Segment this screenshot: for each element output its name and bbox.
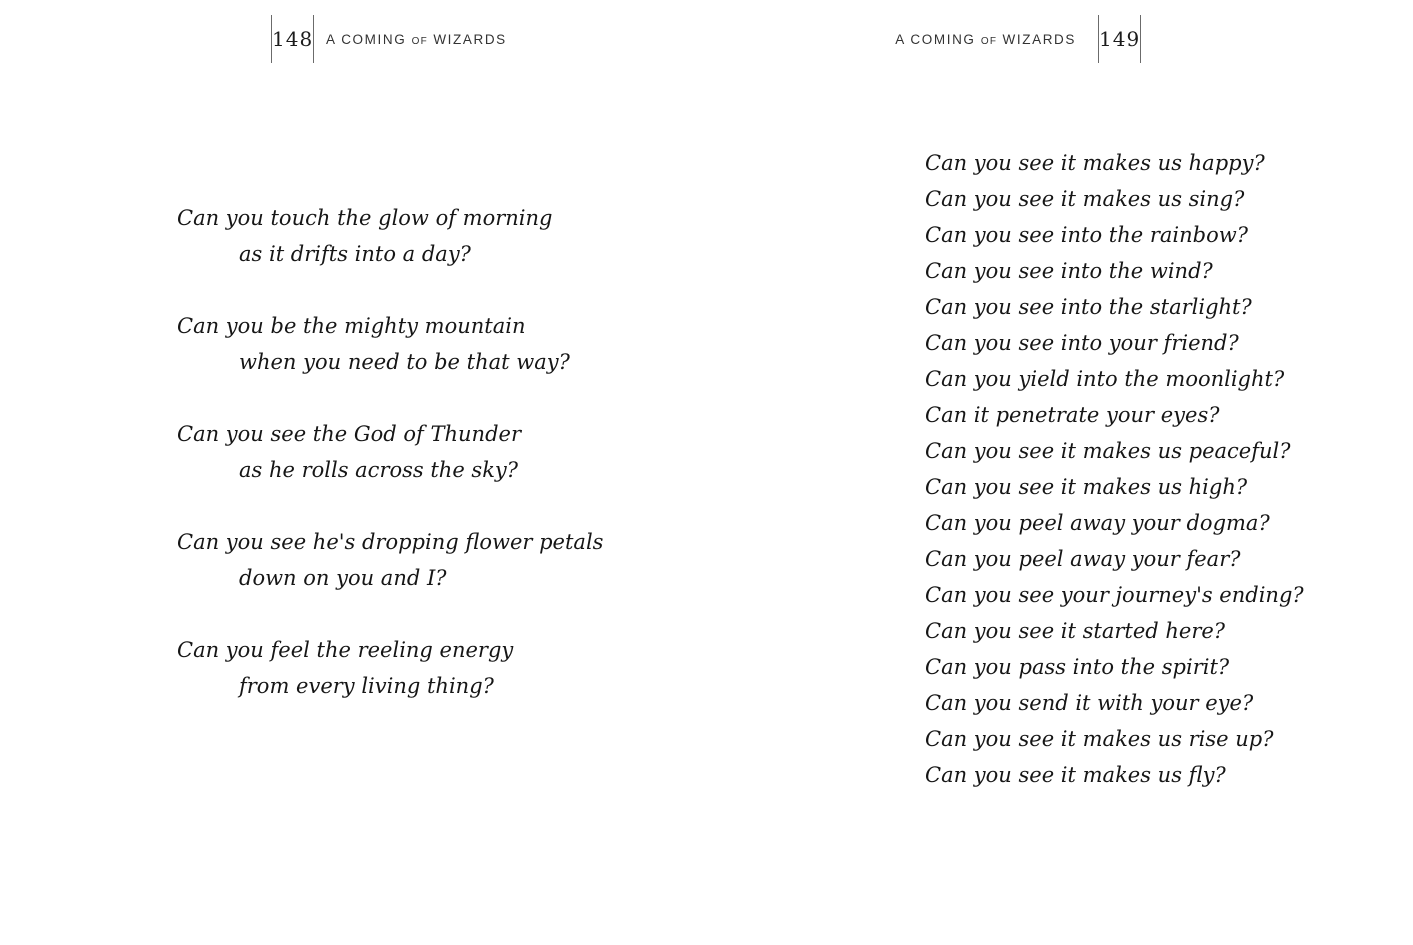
poem-line-indented: down on you and I? [239, 566, 447, 590]
poem-left-page [177, 200, 603, 740]
poem-line: Can you see it makes us sing? [925, 187, 1245, 211]
stanza [177, 416, 603, 488]
poem-line-indented: when you need to be that way? [239, 350, 570, 374]
poem-line: Can you touch the glow of morning [177, 206, 553, 230]
poem-line: Can you see it makes us happy? [925, 151, 1265, 175]
poem-line: Can you see he's dropping flower petals [177, 530, 604, 554]
poem-line: Can you see it makes us fly? [925, 763, 1226, 787]
running-head-title [895, 32, 1076, 47]
running-head-word-of: OF [980, 35, 998, 47]
poem-line-indented: from every living thing? [239, 674, 494, 698]
poem-line: Can you see the God of Thunder [177, 422, 521, 446]
poem-line: Can you see into your friend? [925, 331, 1239, 355]
stanza [177, 632, 603, 704]
poem-line: Can you see your journey's ending? [925, 583, 1304, 607]
poem-line-indented: as it drifts into a day? [239, 242, 471, 266]
running-head-left [271, 15, 507, 63]
folio-rule [1140, 15, 1141, 63]
poem-line: Can you see it makes us rise up? [925, 727, 1274, 751]
running-head-word: WIZARDS [433, 31, 507, 47]
running-head-word: WIZARDS [1002, 31, 1076, 47]
poem-line: Can you see it started here? [925, 619, 1226, 643]
poem-line: Can you see into the wind? [925, 259, 1213, 283]
running-head-right [895, 15, 1141, 63]
stanza [177, 308, 603, 380]
poem-line: Can you pass into the spirit? [925, 655, 1230, 679]
poem-line: Can you see it makes us high? [925, 475, 1248, 499]
running-head-word-of: OF [411, 35, 428, 47]
poem-line: Can it penetrate your eyes? [925, 403, 1220, 427]
folio-rule [313, 15, 314, 63]
stanza [177, 200, 603, 272]
page-number-left: 148 [272, 27, 314, 51]
poem-line-indented: as he rolls across the sky? [239, 458, 519, 482]
running-head-word: A COMING [326, 31, 407, 47]
poem-line: Can you see into the starlight? [925, 295, 1252, 319]
poem-line: Can you yield into the moonlight? [925, 367, 1285, 391]
poem-line: Can you send it with your eye? [925, 691, 1254, 715]
poem-line: Can you peel away your fear? [925, 547, 1241, 571]
stanza [177, 524, 603, 596]
poem-line: Can you see into the rainbow? [925, 223, 1248, 247]
poem-line: Can you be the mighty mountain [177, 314, 526, 338]
poem-line: Can you feel the reeling energy [177, 638, 514, 662]
page-number-right: 149 [1099, 27, 1141, 51]
poem-line: Can you peel away your dogma? [925, 511, 1270, 535]
running-head-title [326, 32, 507, 47]
running-head-word: A COMING [895, 31, 976, 47]
poem-line: Can you see it makes us peaceful? [925, 439, 1291, 463]
poem-right-page [925, 145, 1304, 793]
